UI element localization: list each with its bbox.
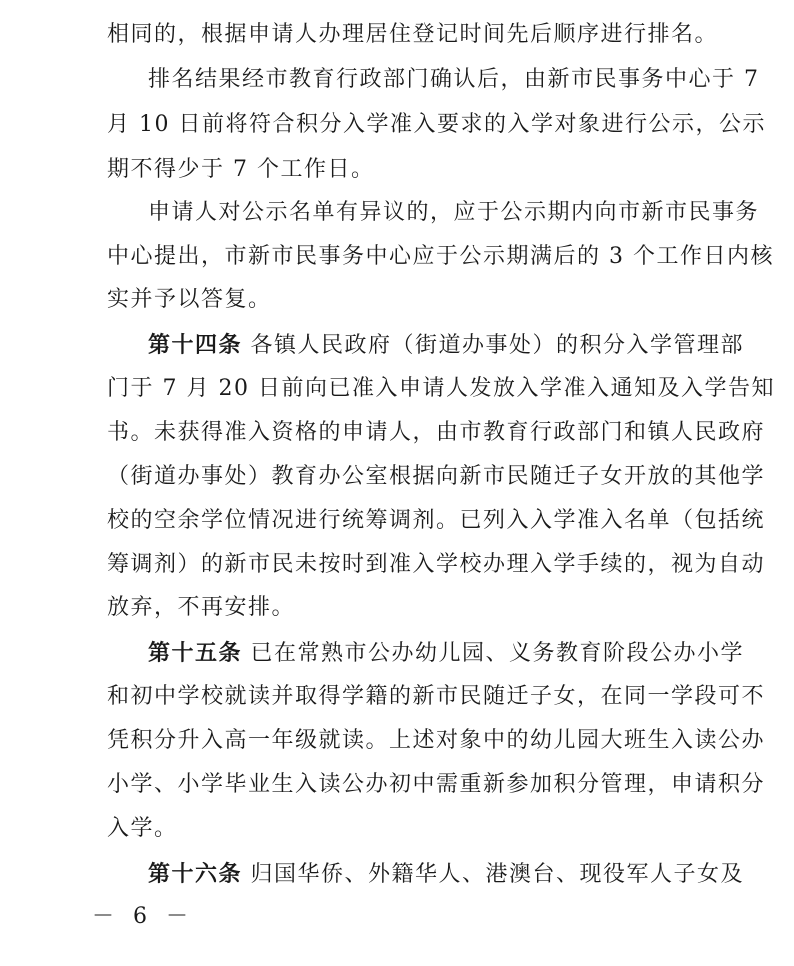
text-line: 申请人对公示名单有异议的，应于公示期内向市新市民事务 — [148, 200, 760, 225]
text-line: 实并予以答复。 — [107, 287, 272, 312]
text-line: 月 10 日前将符合积分入学准入要求的入学对象进行公示，公示 — [107, 112, 766, 137]
article-line — [148, 861, 744, 888]
text-line: 小学、小学毕业生入读公办初中需重新参加积分管理，申请积分 — [107, 772, 766, 797]
article-text: 归国华侨、外籍华人、港澳台、现役军人子女及 — [242, 862, 745, 887]
article-text: 已在常熟市公办幼儿园、义务教育阶段公办小学 — [242, 641, 745, 666]
article-line — [148, 332, 744, 359]
article-label: 第十五条 — [148, 640, 243, 666]
text-line: 排名结果经市教育行政部门确认后，由新市民事务中心于 7 — [148, 67, 760, 92]
text-line: 入学。 — [107, 816, 178, 841]
text-line: 门于 7 月 20 日前向已准入申请人发放入学准入通知及入学告知 — [107, 376, 775, 401]
text-line: 和初中学校就读并取得学籍的新市民随迁子女，在同一学段可不 — [107, 684, 766, 709]
text-line: （街道办事处）教育办公室根据向新市民随迁子女开放的其他学 — [107, 464, 766, 489]
text-line: 筹调剂）的新市民未按时到准入学校办理入学手续的，视为自动 — [107, 552, 766, 577]
text-line: 凭积分升入高一年级就读。上述对象中的幼儿园大班生入读公办 — [107, 728, 766, 753]
text-line: 校的空余学位情况进行统筹调剂。已列入入学准入名单（包括统 — [107, 508, 766, 533]
text-line: 期不得少于 7 个工作日。 — [107, 157, 375, 182]
text-line: 书。未获得准入资格的申请人，由市教育行政部门和镇人民政府 — [107, 420, 766, 445]
text-line: 中心提出，市新市民事务中心应于公示期满后的 3 个工作日内核 — [107, 244, 774, 269]
article-text: 各镇人民政府（街道办事处）的积分入学管理部 — [242, 333, 745, 358]
article-label: 第十六条 — [148, 861, 243, 887]
article-label: 第十四条 — [148, 332, 243, 358]
text-line: 放弃，不再安排。 — [107, 595, 296, 620]
page-number: － 6 － — [92, 904, 194, 929]
article-line — [148, 640, 744, 667]
text-line: 相同的，根据申请人办理居住登记时间先后顺序进行排名。 — [107, 22, 719, 47]
